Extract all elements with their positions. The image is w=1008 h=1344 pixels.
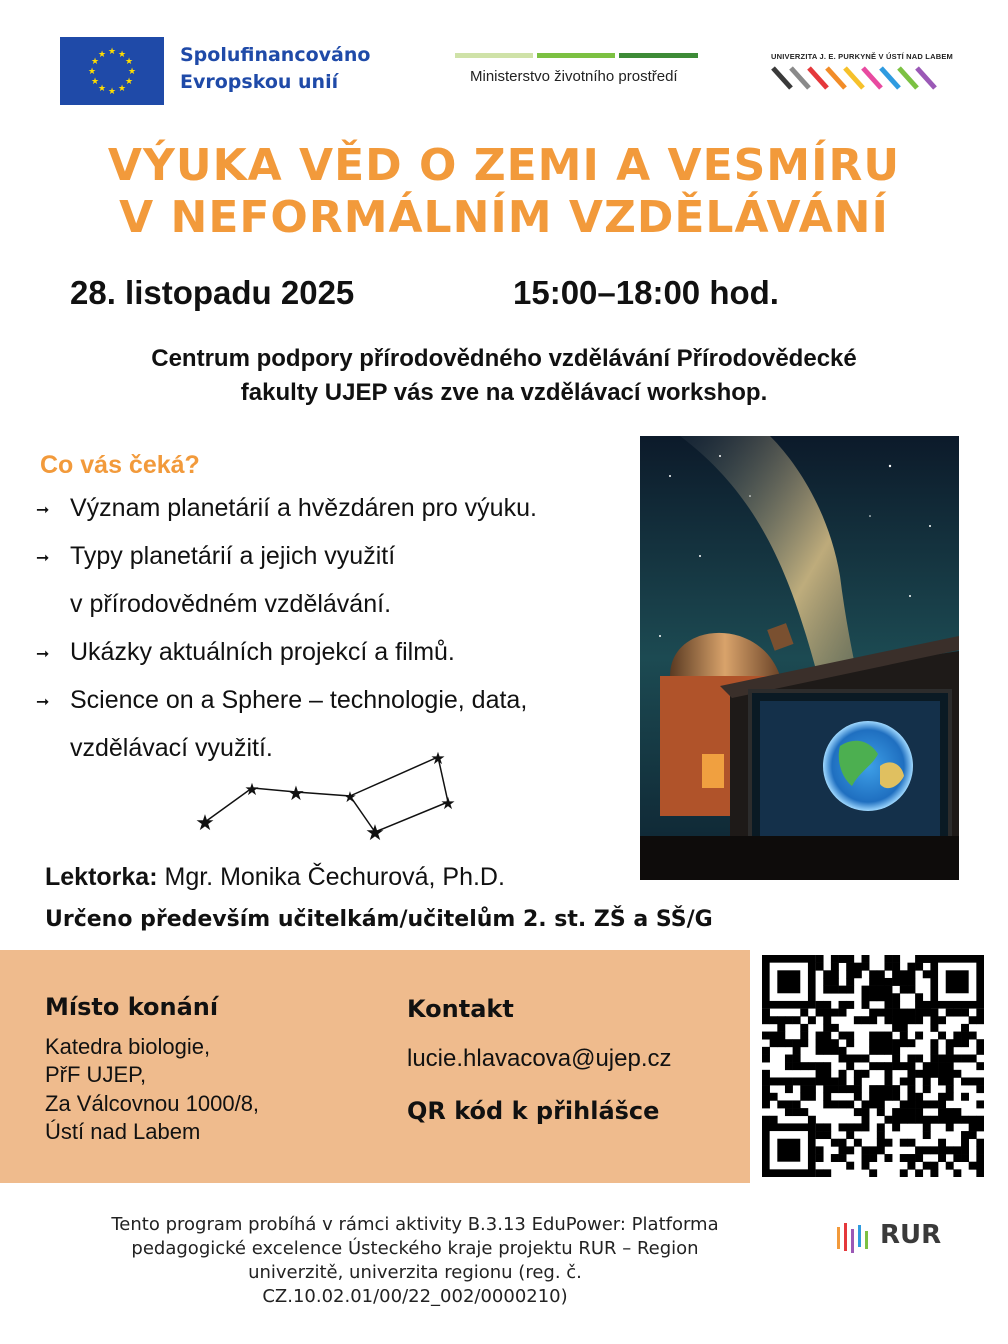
svg-text:★: ★ xyxy=(87,67,97,77)
agenda-item: Význam planetárií a hvězdáren pro výuku. xyxy=(70,494,537,522)
lecturer-name: Mgr. Monika Čechurová, Ph.D. xyxy=(164,863,505,891)
footer-funding-note xyxy=(60,1213,770,1309)
ministry-name: Ministerstvo životního prostředí xyxy=(470,68,678,85)
eu-cofinanced-text xyxy=(180,42,370,96)
agenda-heading: Co vás čeká? xyxy=(40,451,200,479)
agenda-item-continuation: vzdělávací využití. xyxy=(70,734,273,762)
observatory-night-sky-image xyxy=(640,436,959,880)
ministry-logo-bars xyxy=(455,53,698,58)
footer-line: CZ.10.02.01/00/22_002/0000210) xyxy=(262,1286,568,1307)
contact-heading: Kontakt xyxy=(407,995,514,1023)
big-dipper-constellation-icon xyxy=(190,745,470,845)
footer-line: univerzitě, univerzita regionu (reg. č. xyxy=(248,1262,582,1283)
svg-text:★: ★ xyxy=(195,811,215,836)
eu-flag-logo xyxy=(60,37,164,105)
svg-text:★: ★ xyxy=(117,50,127,60)
svg-text:★: ★ xyxy=(117,84,127,94)
svg-text:★: ★ xyxy=(107,47,117,57)
venue-heading: Místo konání xyxy=(45,993,219,1021)
svg-text:★: ★ xyxy=(124,77,134,87)
svg-text:★: ★ xyxy=(287,781,305,805)
registration-qr-code[interactable] xyxy=(762,955,984,1177)
invitation-line1: Centrum podpory přírodovědného vzdělávání Přírodovědecké xyxy=(151,345,857,372)
contact-email-link[interactable]: lucie.hlavacova@ujep.cz xyxy=(407,1045,672,1072)
bullet-arrow-icon: ➞ xyxy=(36,692,50,711)
university-logo-stripes xyxy=(771,64,943,92)
main-title-line1: VÝUKA VĚD O ZEMI A VESMÍRU xyxy=(107,140,901,191)
svg-text:★: ★ xyxy=(244,780,260,800)
main-title-line2: V NEFORMÁLNÍM VZDĚLÁVÁNÍ xyxy=(119,192,889,243)
svg-text:★: ★ xyxy=(343,788,357,806)
agenda-item: Ukázky aktuálních projekcí a filmů. xyxy=(70,638,455,666)
rur-logo-text: RUR xyxy=(880,1220,942,1250)
svg-text:★: ★ xyxy=(97,84,107,94)
invitation-line2: fakulty UJEP vás zve na vzdělávací workshop. xyxy=(240,379,768,406)
lecturer-label: Lektorka: xyxy=(45,863,158,891)
svg-text:★: ★ xyxy=(90,77,100,87)
university-name: UNIVERZITA J. E. PURKYNĚ V ÚSTÍ NAD LABEM xyxy=(771,52,953,61)
bullet-arrow-icon: ➞ xyxy=(36,644,50,663)
agenda-item-continuation: v přírodovědném vzdělávání. xyxy=(70,590,392,618)
svg-text:★: ★ xyxy=(124,57,134,67)
svg-text:★: ★ xyxy=(365,821,385,845)
footer-line: pedagogické excelence Ústeckého kraje projektu RUR – Region xyxy=(131,1238,699,1259)
venue-line: Ústí nad Labem xyxy=(45,1119,201,1144)
bullet-arrow-icon: ➞ xyxy=(36,500,50,519)
bullet-arrow-icon: ➞ xyxy=(36,548,50,567)
footer-line: Tento program probíhá v rámci aktivity B.3.13 EduPower: Platforma xyxy=(111,1214,719,1235)
svg-text:★: ★ xyxy=(440,794,456,814)
agenda-item: Science on a Sphere – technologie, data, xyxy=(70,686,528,714)
svg-text:★: ★ xyxy=(97,50,107,60)
target-audience: Určeno především učitelkám/učitelům 2. st. ZŠ a SŠ/G xyxy=(45,907,713,932)
svg-text:★: ★ xyxy=(127,67,137,77)
venue-line: Za Válcovnou 1000/8, xyxy=(45,1091,260,1116)
eu-text-line2: Evropskou unií xyxy=(180,71,339,93)
svg-text:★: ★ xyxy=(107,87,117,97)
qr-code-label: QR kód k přihlášce xyxy=(407,1097,660,1125)
svg-text:★: ★ xyxy=(90,57,100,67)
venue-line: PřF UJEP, xyxy=(45,1062,147,1087)
agenda-item: Typy planetárií a jejich využití xyxy=(70,542,396,570)
event-time: 15:00–18:00 hod. xyxy=(513,274,779,311)
svg-text:★: ★ xyxy=(430,749,446,769)
lecturer xyxy=(45,863,505,892)
venue-line: Katedra biologie, xyxy=(45,1034,211,1059)
event-date: 28. listopadu 2025 xyxy=(70,274,355,311)
eu-text-line1: Spolufinancováno xyxy=(180,44,371,66)
